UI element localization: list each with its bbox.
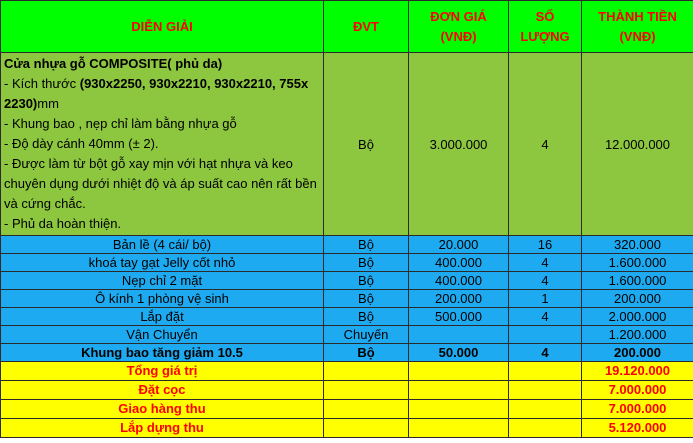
summary-row-installation bbox=[1, 419, 693, 438]
main-item-row bbox=[1, 53, 693, 236]
item-description: Vận Chuyển bbox=[1, 326, 324, 344]
table-row bbox=[1, 308, 693, 326]
item-price: 50.000 bbox=[409, 344, 509, 362]
main-item-finish: - Phủ da hoàn thiện. bbox=[4, 216, 122, 231]
summary-label: Lắp dựng thu bbox=[1, 419, 324, 438]
item-qty: 16 bbox=[509, 236, 582, 254]
main-item-frame: - Khung bao , nẹp chỉ làm bằng nhựa gỗ bbox=[4, 116, 237, 131]
item-price: 400.000 bbox=[409, 254, 509, 272]
item-qty: 4 bbox=[509, 344, 582, 362]
item-total: 200.000 bbox=[582, 344, 693, 362]
item-price: 200.000 bbox=[409, 290, 509, 308]
item-total: 1.200.000 bbox=[582, 326, 693, 344]
summary-label: Đặt cọc bbox=[1, 381, 324, 400]
header-unit: ĐVT bbox=[324, 1, 409, 53]
header-total: THÀNH TIỀN (VNĐ) bbox=[582, 1, 693, 53]
main-item-unit: Bộ bbox=[324, 53, 409, 236]
summary-value: 7.000.000 bbox=[582, 381, 693, 400]
main-item-size: - Kích thước (930x2250, 930x2210, 930x2210, 755x 2230)mm bbox=[4, 76, 309, 111]
item-price: 400.000 bbox=[409, 272, 509, 290]
summary-value: 7.000.000 bbox=[582, 400, 693, 419]
header-qty: SỐ LƯỢNG bbox=[509, 1, 582, 53]
item-unit: Bộ bbox=[324, 308, 409, 326]
header-row bbox=[1, 1, 693, 53]
table-row bbox=[1, 326, 693, 344]
item-description: Khung bao tăng giảm 10.5 bbox=[1, 344, 324, 362]
table-row bbox=[1, 272, 693, 290]
item-unit: Bộ bbox=[324, 344, 409, 362]
item-unit: Bộ bbox=[324, 236, 409, 254]
item-unit: Bộ bbox=[324, 254, 409, 272]
table-row bbox=[1, 236, 693, 254]
main-item-thickness: - Độ dày cánh 40mm (± 2). bbox=[4, 136, 159, 151]
item-price: 500.000 bbox=[409, 308, 509, 326]
table-row bbox=[1, 254, 693, 272]
item-qty bbox=[509, 326, 582, 344]
item-qty: 1 bbox=[509, 290, 582, 308]
table-row bbox=[1, 290, 693, 308]
item-total: 320.000 bbox=[582, 236, 693, 254]
main-item-qty: 4 bbox=[509, 53, 582, 236]
item-total: 1.600.000 bbox=[582, 254, 693, 272]
item-total: 1.600.000 bbox=[582, 272, 693, 290]
summary-row-total bbox=[1, 362, 693, 381]
item-price: 20.000 bbox=[409, 236, 509, 254]
main-item-material: - Được làm từ bột gỗ xay mịn với hạt nhựa và keo chuyên dụng dưới nhiệt độ và áp suất cao nên rất bền và cứng chắc. bbox=[4, 156, 317, 211]
summary-row-deposit bbox=[1, 381, 693, 400]
table-row bbox=[1, 344, 693, 362]
summary-value: 5.120.000 bbox=[582, 419, 693, 438]
item-qty: 4 bbox=[509, 308, 582, 326]
item-description: Lắp đặt bbox=[1, 308, 324, 326]
main-item-price: 3.000.000 bbox=[409, 53, 509, 236]
item-qty: 4 bbox=[509, 272, 582, 290]
item-unit: Chuyến bbox=[324, 326, 409, 344]
item-price bbox=[409, 326, 509, 344]
header-description: DIỄN GIẢI bbox=[1, 1, 324, 53]
main-item-total: 12.000.000 bbox=[582, 53, 693, 236]
summary-row-delivery bbox=[1, 400, 693, 419]
summary-label: Tổng giá trị bbox=[1, 362, 324, 381]
main-item-description bbox=[1, 53, 324, 236]
item-description: khoá tay gạt Jelly cốt nhỏ bbox=[1, 254, 324, 272]
header-price: ĐƠN GIÁ (VNĐ) bbox=[409, 1, 509, 53]
item-qty: 4 bbox=[509, 254, 582, 272]
summary-value: 19.120.000 bbox=[582, 362, 693, 381]
item-unit: Bộ bbox=[324, 272, 409, 290]
item-description: Ô kính 1 phòng vệ sinh bbox=[1, 290, 324, 308]
main-item-title: Cửa nhựa gỗ COMPOSITE( phủ da) bbox=[4, 56, 223, 71]
summary-label: Giao hàng thu bbox=[1, 400, 324, 419]
item-unit: Bộ bbox=[324, 290, 409, 308]
item-description: Nẹp chỉ 2 mặt bbox=[1, 272, 324, 290]
item-total: 200.000 bbox=[582, 290, 693, 308]
item-total: 2.000.000 bbox=[582, 308, 693, 326]
item-description: Bản lề (4 cái/ bộ) bbox=[1, 236, 324, 254]
